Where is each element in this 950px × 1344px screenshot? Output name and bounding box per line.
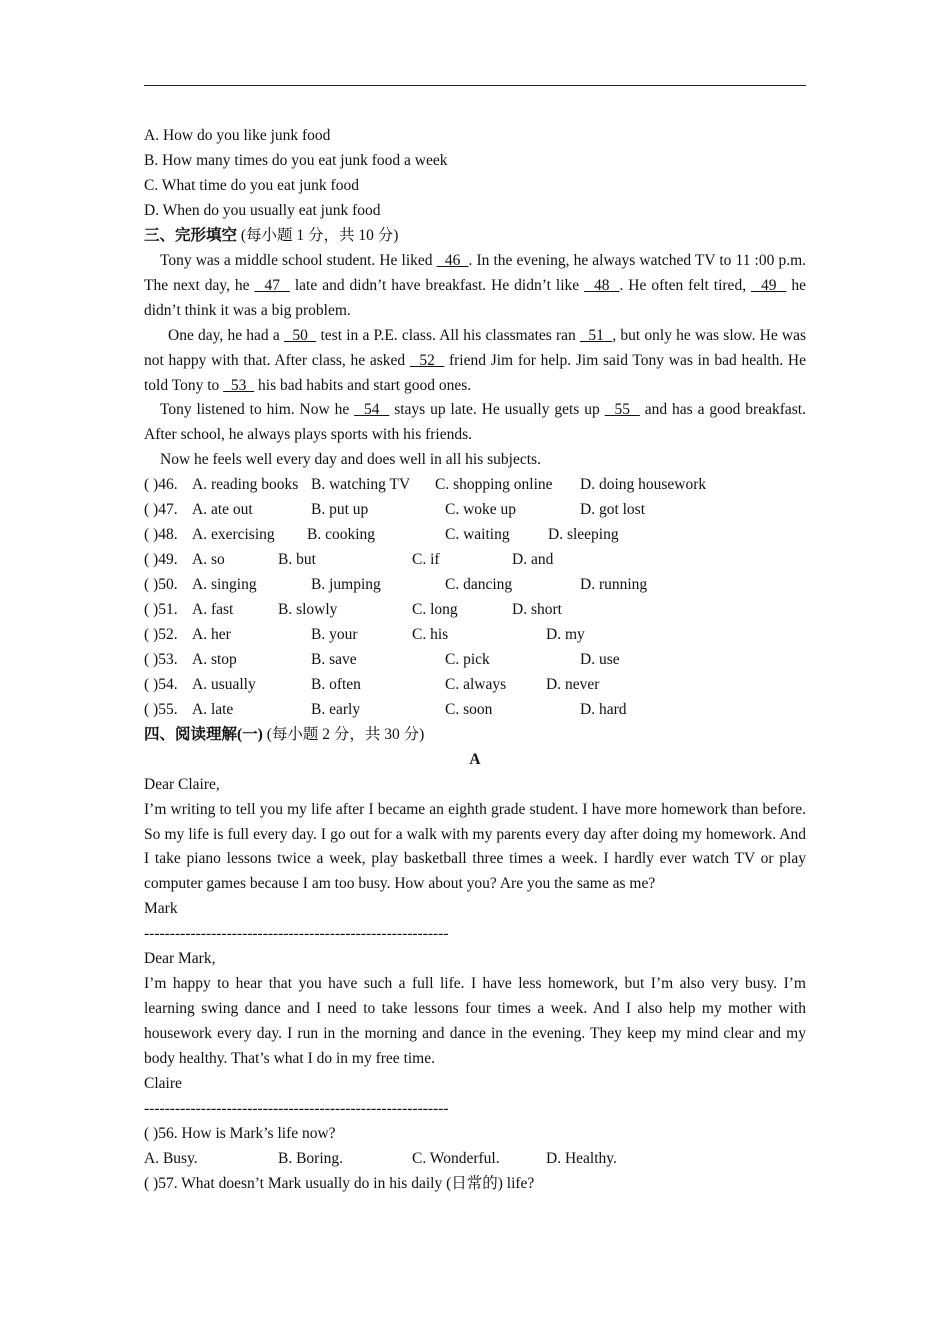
cloze-blank-50: 50 — [283, 326, 317, 344]
question-row-47 — [144, 498, 806, 523]
cloze-text: he didn’t think it was a big problem. — [144, 276, 807, 319]
option-a-line: A. How do you like junk food — [144, 127, 331, 144]
question-number: ( )50. — [144, 576, 178, 594]
question-number: ( )52. — [144, 625, 178, 643]
choice-b: B. watching TV — [311, 476, 411, 494]
question-row-46 — [144, 473, 806, 498]
cloze-paragraph-1 — [144, 249, 806, 324]
choice-c: C. Wonderful. — [412, 1149, 500, 1167]
cloze-blank-52: 52 — [409, 351, 445, 369]
choice-a: A. exercising — [192, 526, 275, 544]
cloze-text: and has a good breakfast. After school, he always plays sports with his friends. — [144, 401, 806, 444]
option-b-line: B. How many times do you eat junk food a week — [144, 151, 448, 169]
choice-b: B. jumping — [311, 576, 381, 594]
choice-a: A. Busy. — [144, 1149, 198, 1167]
section-3-heading — [144, 224, 806, 249]
cloze-text: test in a P.E. class. All his classmates ran — [316, 326, 580, 344]
separator-line: ----------------------------------------------------------- — [144, 1100, 449, 1118]
choice-c: C. shopping online — [435, 476, 553, 494]
question-number: ( )54. — [144, 675, 178, 693]
question-row-55 — [144, 698, 806, 723]
letter-1-body: I’m writing to tell you my life after I became an eighth grade student. I have more homework than before. So my life is full every day. I go out for a walk with my parents every day after doing my homework. And I take piano lessons twice a week, play basketball three times a week. I hardly ever watch TV or play computer games because I am too busy. How about you? Are you the same as me? — [144, 800, 806, 893]
choice-c: C. soon — [445, 700, 493, 718]
question-number: ( )51. — [144, 601, 178, 619]
choice-c: C. always — [445, 675, 507, 693]
header-rule — [144, 85, 806, 86]
cloze-paragraph-2 — [144, 324, 806, 399]
choice-b: B. save — [311, 650, 357, 668]
passage-label: A — [469, 750, 481, 768]
cloze-paragraph-3 — [144, 398, 806, 448]
cloze-blank-55: 55 — [604, 401, 640, 419]
option-c-line: C. What time do you eat junk food — [144, 176, 359, 194]
exam-page — [144, 124, 806, 1197]
section-4-heading — [144, 723, 806, 748]
cloze-text: . In the evening, he always watched TV to 11 :00 p.m. The next day, he — [144, 251, 806, 294]
question-row-53 — [144, 648, 806, 673]
choice-d: D. my — [546, 625, 585, 643]
choice-b: B. early — [311, 700, 361, 718]
question-56-choices — [144, 1147, 806, 1172]
choice-d: D. Healthy. — [546, 1149, 617, 1167]
choice-c: C. waiting — [445, 526, 510, 544]
choice-b: B. Boring. — [278, 1149, 344, 1167]
section-3-title: 三、完形填空 — [144, 226, 238, 244]
choice-a: A. stop — [192, 650, 237, 668]
choice-d: D. got lost — [580, 501, 646, 519]
question-number: ( )49. — [144, 551, 178, 569]
cloze-text: his bad habits and start good ones. — [254, 376, 472, 394]
question-number: ( )47. — [144, 501, 178, 519]
choice-a: A. reading books — [192, 476, 299, 494]
choice-a: A. fast — [192, 601, 234, 619]
choice-a: A. usually — [192, 675, 256, 693]
choice-d: D. short — [512, 601, 562, 619]
choice-b: B. cooking — [307, 526, 376, 544]
letter-2-signature: Claire — [144, 1075, 182, 1093]
choice-b: B. slowly — [278, 601, 338, 619]
choice-b: B. put up — [311, 501, 369, 519]
letter-1-signature: Mark — [144, 900, 178, 918]
choice-c: C. his — [412, 625, 449, 643]
cloze-text: Tony listened to him. Now he — [160, 401, 355, 419]
option-d-line: D. When do you usually eat junk food — [144, 201, 381, 219]
choice-a: A. singing — [192, 576, 257, 594]
cloze-text: stays up late. He usually gets up — [389, 401, 605, 419]
choice-c: C. pick — [445, 650, 490, 668]
choice-a: A. her — [192, 625, 231, 643]
cloze-text: , but only he was slow. He was not happy with that. After class, he asked — [144, 326, 807, 369]
question-row-54 — [144, 673, 806, 698]
question-57-stem: ( )57. What doesn’t Mark usually do in his daily (日常的) life? — [144, 1174, 535, 1192]
cloze-blank-48: 48 — [584, 276, 620, 294]
choice-d: D. use — [580, 650, 620, 668]
cloze-text: friend Jim for help. Jim said Tony was in bad health. He told Tony to — [144, 351, 807, 394]
cloze-paragraph-4: Now he feels well every day and does well in all his subjects. — [160, 451, 541, 469]
choice-c: C. dancing — [445, 576, 513, 594]
question-row-52 — [144, 623, 806, 648]
choice-d: D. sleeping — [548, 526, 619, 544]
section-4-note: (每小题 2 分，共 30 分) — [266, 725, 425, 743]
choice-c: C. long — [412, 601, 458, 619]
choice-b: B. but — [278, 551, 316, 569]
question-row-50 — [144, 573, 806, 598]
choice-d: D. never — [546, 675, 600, 693]
question-row-49 — [144, 548, 806, 573]
cloze-blank-54: 54 — [354, 401, 390, 419]
question-row-51 — [144, 598, 806, 623]
cloze-blank-53: 53 — [223, 376, 255, 394]
question-number: ( )48. — [144, 526, 178, 544]
choice-d: D. hard — [580, 700, 627, 718]
question-number: ( )55. — [144, 700, 178, 718]
question-number: ( )53. — [144, 650, 178, 668]
cloze-blank-47: 47 — [254, 276, 290, 294]
choice-c: C. woke up — [445, 501, 517, 519]
cloze-text: Tony was a middle school student. He liked — [160, 251, 437, 269]
choice-b: B. your — [311, 625, 358, 643]
cloze-blank-46: 46 — [436, 251, 469, 269]
cloze-blank-51: 51 — [580, 326, 613, 344]
letter-1-greeting: Dear Claire, — [144, 775, 220, 793]
choice-a: A. ate out — [192, 501, 253, 519]
choice-a: A. so — [192, 551, 225, 569]
letter-2-greeting: Dear Mark, — [144, 950, 216, 968]
choice-d: D. and — [512, 551, 554, 569]
choice-d: D. running — [580, 576, 648, 594]
separator-line: ----------------------------------------------------------- — [144, 925, 449, 943]
letter-2-body: I’m happy to hear that you have such a full life. I have less homework, but I’m also very busy. I’m learning swing dance and I need to take lessons four times a week. And I also help my mother with housework every day. I run in the morning and dance in the evening. They keep my mind clear and my body healthy. That’s what I do in my free time. — [144, 975, 806, 1068]
question-56-stem: ( )56. How is Mark’s life now? — [144, 1124, 336, 1142]
cloze-text: late and didn’t have breakfast. He didn’t like — [289, 276, 585, 294]
question-number: ( )46. — [144, 476, 178, 494]
cloze-text: . He often felt tired, — [619, 276, 752, 294]
choice-d: D. doing housework — [580, 476, 707, 494]
choice-c: C. if — [412, 551, 440, 569]
choice-a: A. late — [192, 700, 234, 718]
cloze-text: One day, he had a — [168, 326, 284, 344]
section-3-note: (每小题 1 分，共 10 分) — [240, 226, 399, 244]
section-4-title: 四、阅读理解(一) — [144, 725, 263, 743]
cloze-blank-49: 49 — [751, 276, 787, 294]
choice-b: B. often — [311, 675, 361, 693]
question-row-48 — [144, 523, 806, 548]
